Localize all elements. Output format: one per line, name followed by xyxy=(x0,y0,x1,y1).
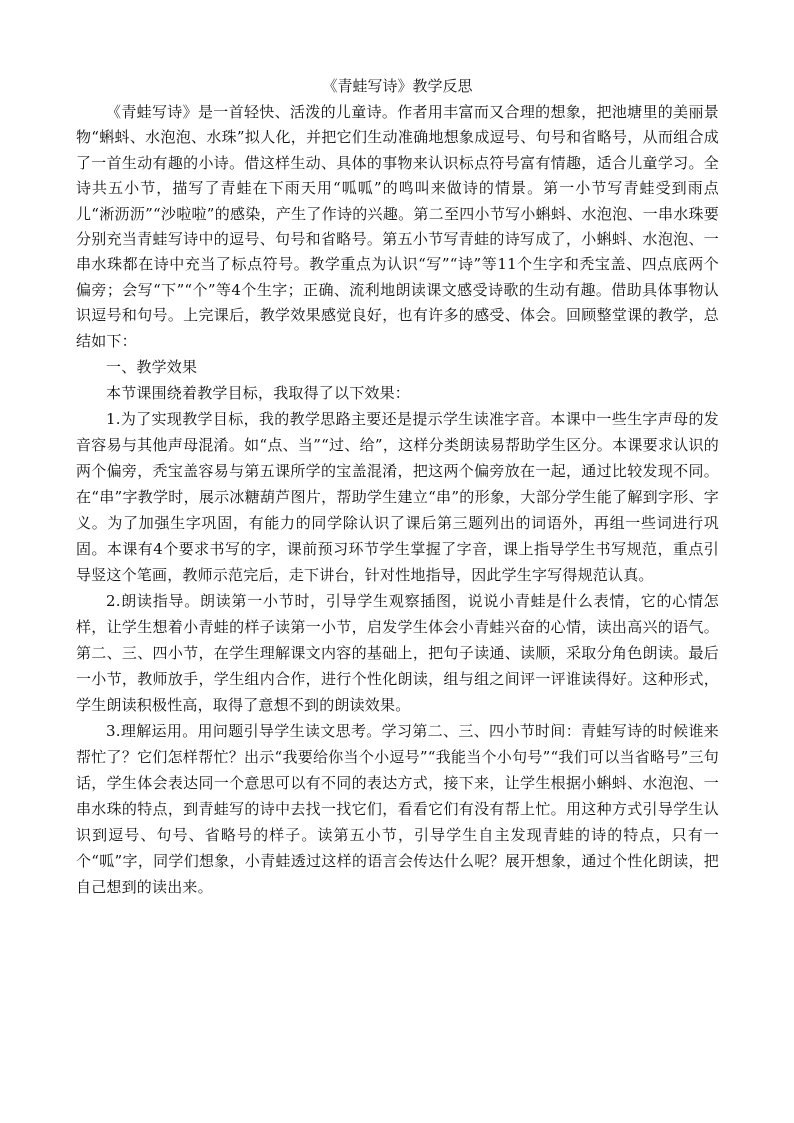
section-heading-teaching-effect: 一、教学效果 xyxy=(106,358,198,377)
intro-paragraph: 《青蛙写诗》是一首轻快、活泼的儿童诗。作者用丰富而又合理的想象，把池塘里的美丽景物“蝌蚪、水泡泡、水珠”拟人化，并把它们生动准确地想象成逗号、句号和省略号，从而组合成了一首生动有趣的小诗。借这样生动、具体的事物来认识标点符号富有情趣，适合儿童学习。全诗共五小节，描写了青蛙在下雨天用“呱呱”的鸣叫来做诗的情景。第一小节写青蛙受到雨点儿“淅沥沥”“沙啦啦”的感染，产生了作诗的兴趣。第二至四小节写小蝌蚪、水泡泡、一串水珠要分别充当青蛙写诗中的逗号、句号和省略号。第五小节写青蛙的诗写成了，小蝌蚪、水泡泡、一串水珠都在诗中充当了标点符号。教学重点为认识“写”“诗”等11个生字和秃宝盖、四点底两个偏旁；会写“下”“个”等4个生字；正确、流利地朗读课文感受诗歌的生动有趣。借助具体事物认识逗号和句号。上完课后，教学效果感觉良好，也有许多的感受、体会。回顾整堂课的教学，总结如下： xyxy=(76,103,719,350)
effect-summary-paragraph: 本节课围绕着教学目标，我取得了以下效果： xyxy=(106,384,411,403)
effect-point-3-paragraph: 3.理解运用。用问题引导学生读文思考。学习第二、三、四小节时间：青蛙写诗的时候谁来帮忙了？它们怎样帮忙？出示“我要给你当个小逗号”“我能当个小句号”“我们可以当省略号”三句话，学生体会表达同一个意思可以有不同的表达方式，接下来，让学生根据小蝌蚪、水泡泡、一串水珠的特点，到青蛙写的诗中去找一找它们，看看它们有没有帮上忙。用这种方式引导学生认识到逗号、句号、省略号的样子。读第五小节，引导学生自主发现青蛙的诗的特点，只有一个“呱”字，同学们想象，小青蛙透过这样的语言会传达什么呢？展开想象，通过个性化朗读，把自己想到的读出来。 xyxy=(76,722,719,897)
document-page xyxy=(76,72,719,900)
effect-point-1-paragraph: 1.为了实现教学目标，我的教学思路主要还是提示学生读准字音。本课中一些生字声母的发音容易与其他声母混淆。如“点、当”“过、给”，这样分类朗读易帮助学生区分。本课要求认识的两个偏旁，秃宝盖容易与第五课所学的宝盖混淆，把这两个偏旁放在一起，通过比较发现不同。在“串”字教学时，展示冰糖葫芦图片，帮助学生建立“串”的形象，大部分学生能了解到字形、字义。为了加强生字巩固，有能力的同学除认识了课后第三题列出的词语外，再组一些词进行巩固。本课有4个要求书写的字，课前预习环节学生掌握了字音，课上指导学生书写规范，重点引导竖这个笔画，教师示范完后，走下讲台，针对性地指导，因此学生字写得规范认真。 xyxy=(76,410,719,585)
document-title: 《青蛙写诗》教学反思 xyxy=(322,77,473,95)
effect-point-2-paragraph: 2.朗读指导。朗读第一小节时，引导学生观察插图，说说小青蛙是什么表情，它的心情怎样，让学生想着小青蛙的样子读第一小节，启发学生体会小青蛙兴奋的心情，读出高兴的语气。第二、三、四小节，在学生理解课文内容的基础上，把句子读通、读顺，采取分角色朗读。最后一小节，教师放手，学生组内合作，进行个性化朗读，组与组之间评一评谁读得好。这种形式，学生朗读积极性高，取得了意想不到的朗读效果。 xyxy=(76,592,719,715)
